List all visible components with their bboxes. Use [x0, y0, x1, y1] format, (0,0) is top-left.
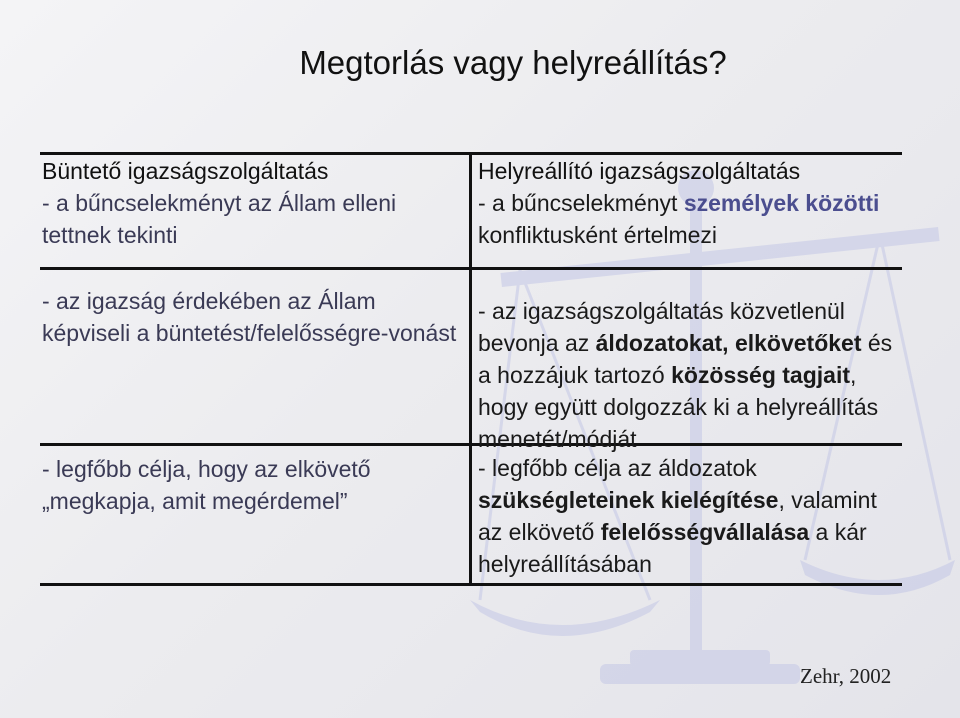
right-row-2 — [478, 295, 898, 455]
right-row-2-suffix: , hogy együtt dolgozzák ki a helyreállítás menetét/módját — [478, 362, 879, 452]
comparison-table — [40, 152, 902, 586]
slide-title: Megtorlás vagy helyreállítás? — [299, 44, 727, 81]
right-row-1-suffix: konfliktusként értelmezi — [478, 222, 718, 248]
left-row-3: - legfőbb célja, hogy az elkövető „megkapja, amit megérdemel” — [42, 456, 371, 514]
right-row-3-bold-1: szükségleteinek kielégítése — [478, 487, 779, 513]
right-row-3-bold-2: felelősségvállalása — [600, 519, 810, 545]
right-row-1-bold: személyek közötti — [683, 190, 880, 216]
right-row-2-bold-2: közösség tagjait — [671, 362, 850, 388]
right-row-3-prefix: - legfőbb célja az áldozatok — [478, 455, 757, 481]
right-column-heading: Helyreállító igazságszolgáltatás — [478, 158, 801, 184]
row-divider-1 — [40, 267, 902, 270]
right-row-2-prefix: - az igazságszolgáltatás közvetlenül bevonja az — [478, 298, 845, 356]
right-row-3-suffix: a kár helyreállításában — [478, 519, 867, 577]
right-row-3 — [478, 452, 898, 580]
citation: Zehr, 2002 — [800, 664, 892, 688]
right-row-2-bold-1: áldozatokat, elkövetőket — [595, 330, 862, 356]
column-divider — [469, 155, 472, 583]
right-row-3-middle: , valamint az elkövető — [478, 487, 877, 545]
left-column-heading: Büntető igazságszolgáltatás — [42, 158, 329, 184]
right-row-1 — [478, 187, 898, 251]
right-row-1-prefix: - a bűncselekményt — [478, 190, 684, 216]
left-row-2: - az igazság érdekében az Állam képviseli a büntetést/felelősségre-vonást — [42, 288, 457, 346]
right-row-2-middle: és a hozzájuk tartozó — [478, 330, 893, 388]
left-row-1: - a bűncselekményt az Állam elleni tettnek tekinti — [42, 190, 397, 248]
